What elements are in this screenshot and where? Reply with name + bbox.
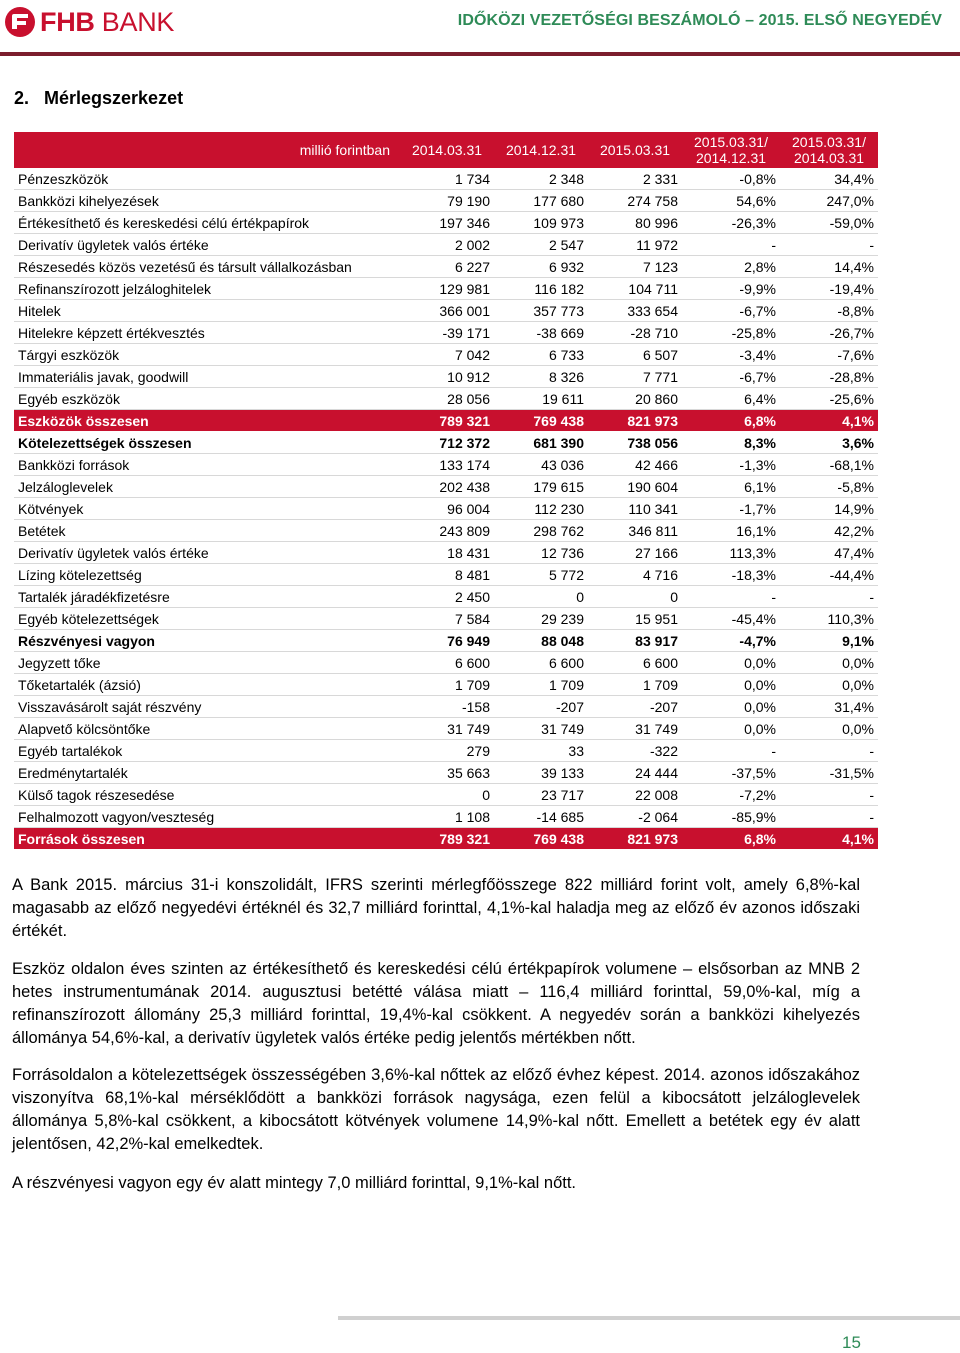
- row-label: Jelzáloglevelek: [14, 476, 400, 498]
- row-label: Jegyzett tőke: [14, 652, 400, 674]
- table-row: [14, 256, 878, 278]
- row-value: 28 056: [400, 388, 494, 410]
- table-row: [14, 806, 878, 828]
- row-value: 79 190: [400, 190, 494, 212]
- row-value: -207: [588, 696, 682, 718]
- row-value: -26,7%: [780, 322, 878, 344]
- row-value: 1 709: [588, 674, 682, 696]
- row-value: 2 348: [494, 168, 588, 190]
- paragraph: A Bank 2015. március 31-i konszolidált, IFRS szerinti mérlegfőösszege 822 milliárd forint volt, amely 6,8%-kal magasabb az előző negyedévi értéknél és 32,7 milliárd forinttal, 4,1%-kal haladja meg az előző év azonos időszaki értékét.: [12, 876, 860, 940]
- header-divider: [0, 52, 960, 56]
- row-label: Külső tagok részesedése: [14, 784, 400, 806]
- row-label: Betétek: [14, 520, 400, 542]
- row-value: 20 860: [588, 388, 682, 410]
- table-row: [14, 168, 878, 190]
- row-value: 4 716: [588, 564, 682, 586]
- row-value: -6,7%: [682, 366, 780, 388]
- row-value: 2 002: [400, 234, 494, 256]
- row-value: 6 227: [400, 256, 494, 278]
- row-value: 2 450: [400, 586, 494, 608]
- row-value: 27 166: [588, 542, 682, 564]
- section-heading: [14, 88, 183, 109]
- row-value: -37,5%: [682, 762, 780, 784]
- unit-label: millió forintban: [14, 132, 400, 168]
- row-label: Felhalmozott vagyon/veszteség: [14, 806, 400, 828]
- row-value: -: [780, 740, 878, 762]
- row-value: 31,4%: [780, 696, 878, 718]
- row-value: 116 182: [494, 278, 588, 300]
- table-row: [14, 520, 878, 542]
- table-row: [14, 344, 878, 366]
- row-label: Kötelezettségek összesen: [14, 432, 400, 454]
- row-value: 96 004: [400, 498, 494, 520]
- row-label: Részvényesi vagyon: [14, 630, 400, 652]
- row-value: -19,4%: [780, 278, 878, 300]
- row-label: Források összesen: [14, 828, 400, 850]
- row-value: 0: [494, 586, 588, 608]
- row-value: 2 331: [588, 168, 682, 190]
- row-value: 681 390: [494, 432, 588, 454]
- row-label: Hitelekre képzett értékvesztés: [14, 322, 400, 344]
- row-value: 247,0%: [780, 190, 878, 212]
- row-value: -44,4%: [780, 564, 878, 586]
- row-label: Kötvények: [14, 498, 400, 520]
- row-value: 821 973: [588, 828, 682, 850]
- row-value: 346 811: [588, 520, 682, 542]
- row-value: 7 123: [588, 256, 682, 278]
- row-value: 712 372: [400, 432, 494, 454]
- row-label: Tartalék járadékfizetésre: [14, 586, 400, 608]
- row-value: 0,0%: [682, 718, 780, 740]
- row-label: Egyéb kötelezettségek: [14, 608, 400, 630]
- row-label: Eredménytartalék: [14, 762, 400, 784]
- row-label: Visszavásárolt saját részvény: [14, 696, 400, 718]
- table-row: [14, 454, 878, 476]
- row-value: 0,0%: [682, 674, 780, 696]
- table-row: [14, 212, 878, 234]
- table-row: [14, 476, 878, 498]
- row-value: 202 438: [400, 476, 494, 498]
- row-value: 179 615: [494, 476, 588, 498]
- row-value: 10 912: [400, 366, 494, 388]
- row-value: -9,9%: [682, 278, 780, 300]
- row-value: -: [682, 234, 780, 256]
- row-value: 16,1%: [682, 520, 780, 542]
- report-title: IDŐKÖZI VEZETŐSÉGI BESZÁMOLÓ – 2015. ELSŐ NEGYEDÉV: [457, 12, 942, 29]
- row-label: Tárgyi eszközök: [14, 344, 400, 366]
- row-label: Bankközi kihelyezések: [14, 190, 400, 212]
- row-value: 769 438: [494, 410, 588, 432]
- ratio-column-header: 2015.03.31/ 2014.12.31: [682, 132, 780, 168]
- row-value: 110,3%: [780, 608, 878, 630]
- row-value: 1 709: [494, 674, 588, 696]
- row-value: 6,8%: [682, 828, 780, 850]
- row-value: 738 056: [588, 432, 682, 454]
- row-label: Értékesíthető és kereskedési célú értékpapírok: [14, 212, 400, 234]
- row-value: 357 773: [494, 300, 588, 322]
- table-row: [14, 652, 878, 674]
- page-number: 15: [842, 1333, 861, 1352]
- row-value: -1,3%: [682, 454, 780, 476]
- fhb-bank-logo: [4, 4, 174, 40]
- row-value: 14,4%: [780, 256, 878, 278]
- table-row: [14, 366, 878, 388]
- row-value: 47,4%: [780, 542, 878, 564]
- paragraph: A részvényesi vagyon egy év alatt mintegy 7,0 milliárd forinttal, 9,1%-kal nőtt.: [12, 1174, 577, 1192]
- row-label: Derivatív ügyletek valós értéke: [14, 542, 400, 564]
- table-row: [14, 300, 878, 322]
- table-row: [14, 784, 878, 806]
- row-value: -: [682, 586, 780, 608]
- table-row: [14, 410, 878, 432]
- row-label: Alapvető kölcsöntőke: [14, 718, 400, 740]
- table-row: [14, 432, 878, 454]
- table-row: [14, 542, 878, 564]
- table-row: [14, 608, 878, 630]
- row-value: 298 762: [494, 520, 588, 542]
- row-value: 6 600: [494, 652, 588, 674]
- row-value: -: [780, 234, 878, 256]
- table-row: [14, 696, 878, 718]
- table-row: [14, 190, 878, 212]
- row-value: 8 481: [400, 564, 494, 586]
- row-value: 8 326: [494, 366, 588, 388]
- row-value: 6 600: [588, 652, 682, 674]
- row-value: 42,2%: [780, 520, 878, 542]
- row-value: 110 341: [588, 498, 682, 520]
- table-header-row: [14, 132, 878, 168]
- row-value: -68,1%: [780, 454, 878, 476]
- row-value: 6,4%: [682, 388, 780, 410]
- row-value: 15 951: [588, 608, 682, 630]
- row-value: 333 654: [588, 300, 682, 322]
- row-value: -85,9%: [682, 806, 780, 828]
- row-value: -6,7%: [682, 300, 780, 322]
- row-value: 769 438: [494, 828, 588, 850]
- row-value: 112 230: [494, 498, 588, 520]
- row-label: Bankközi források: [14, 454, 400, 476]
- ratio-column-header: 2015.03.31/ 2014.03.31: [780, 132, 878, 168]
- row-value: 6 733: [494, 344, 588, 366]
- row-value: -28 710: [588, 322, 682, 344]
- row-value: -: [780, 586, 878, 608]
- row-value: 1 734: [400, 168, 494, 190]
- row-value: -3,4%: [682, 344, 780, 366]
- section-title: Mérlegszerkezet: [44, 88, 184, 108]
- row-value: -322: [588, 740, 682, 762]
- row-value: 7 771: [588, 366, 682, 388]
- table-row: [14, 322, 878, 344]
- row-value: 274 758: [588, 190, 682, 212]
- column-header: 2015.03.31: [588, 132, 682, 168]
- table-row: [14, 278, 878, 300]
- row-value: 6,8%: [682, 410, 780, 432]
- row-value: 42 466: [588, 454, 682, 476]
- row-value: -59,0%: [780, 212, 878, 234]
- table-row: [14, 234, 878, 256]
- section-number: 2.: [14, 88, 30, 108]
- row-value: 31 749: [400, 718, 494, 740]
- row-value: 4,1%: [780, 828, 878, 850]
- row-value: -18,3%: [682, 564, 780, 586]
- row-value: 24 444: [588, 762, 682, 784]
- table-row: [14, 674, 878, 696]
- row-value: 821 973: [588, 410, 682, 432]
- row-value: 31 749: [588, 718, 682, 740]
- row-value: 104 711: [588, 278, 682, 300]
- row-label: Immateriális javak, goodwill: [14, 366, 400, 388]
- row-value: 0: [588, 586, 682, 608]
- row-label: Hitelek: [14, 300, 400, 322]
- row-label: Egyéb tartalékok: [14, 740, 400, 762]
- fhb-logo-icon: [4, 6, 36, 38]
- row-value: -1,7%: [682, 498, 780, 520]
- row-value: -0,8%: [682, 168, 780, 190]
- row-value: 6 507: [588, 344, 682, 366]
- row-label: Lízing kötelezettség: [14, 564, 400, 586]
- row-value: 35 663: [400, 762, 494, 784]
- row-value: 190 604: [588, 476, 682, 498]
- logo-wordmark: FHB BANK: [40, 6, 175, 37]
- row-value: 0,0%: [682, 652, 780, 674]
- row-value: 1 108: [400, 806, 494, 828]
- row-value: 6,1%: [682, 476, 780, 498]
- row-value: -4,7%: [682, 630, 780, 652]
- row-value: -25,6%: [780, 388, 878, 410]
- row-value: 14,9%: [780, 498, 878, 520]
- row-value: 5 772: [494, 564, 588, 586]
- paragraph: Forrásoldalon a kötelezettségek összességében 3,6%-kal nőttek az előző évhez képest. 2014. azonos időszakához viszonyítva 68,1%-kal mérséklődött a bankközi források nagysága, ezen felül a kibocsátott jelzáloglevelek állománya 5,8%-kal csökkent, a kibocsátott kötvények volumene 14,9%-kal nőtt. Emellett a betétek egy év alatt jelentősen, 42,2%-kal emelkedtek.: [12, 1066, 860, 1153]
- row-value: 12 736: [494, 542, 588, 564]
- table-row: [14, 586, 878, 608]
- row-value: 6 600: [400, 652, 494, 674]
- row-value: 0,0%: [780, 718, 878, 740]
- row-value: 83 917: [588, 630, 682, 652]
- row-value: -207: [494, 696, 588, 718]
- row-value: -8,8%: [780, 300, 878, 322]
- table-row: [14, 762, 878, 784]
- row-value: 11 972: [588, 234, 682, 256]
- row-value: 2 547: [494, 234, 588, 256]
- row-value: -25,8%: [682, 322, 780, 344]
- row-value: 243 809: [400, 520, 494, 542]
- row-value: 133 174: [400, 454, 494, 476]
- row-value: 31 749: [494, 718, 588, 740]
- row-value: -: [682, 740, 780, 762]
- row-value: 6 932: [494, 256, 588, 278]
- table-row: [14, 388, 878, 410]
- row-label: Egyéb eszközök: [14, 388, 400, 410]
- table-row: [14, 630, 878, 652]
- row-value: 279: [400, 740, 494, 762]
- table-row: [14, 740, 878, 762]
- footer-divider: [338, 1316, 960, 1320]
- row-value: 129 981: [400, 278, 494, 300]
- paragraph: Eszköz oldalon éves szinten az értékesíthető és kereskedési célú értékpapírok volumene – elsősorban az MNB 2 hetes instrumentumának 2014. augusztusi betétté válása miatt – 116,4 milliárd forinttal, 59,0%-kal, míg a refinanszírozott állomány 25,3 milliárd forinttal, 19,4%-kal csökkent. A negyedév során a bankközi kihelyezés állománya 54,6%-kal, a derivatív ügyletek valós értéke pedig jelentős mértékben nőtt.: [12, 960, 860, 1047]
- row-value: -: [780, 784, 878, 806]
- row-value: 789 321: [400, 828, 494, 850]
- row-value: 9,1%: [780, 630, 878, 652]
- row-value: 54,6%: [682, 190, 780, 212]
- table-row: [14, 718, 878, 740]
- row-value: 177 680: [494, 190, 588, 212]
- row-label: Refinanszírozott jelzáloghitelek: [14, 278, 400, 300]
- row-value: -45,4%: [682, 608, 780, 630]
- row-value: 18 431: [400, 542, 494, 564]
- row-value: 8,3%: [682, 432, 780, 454]
- table-row: [14, 564, 878, 586]
- row-value: -2 064: [588, 806, 682, 828]
- row-value: -158: [400, 696, 494, 718]
- row-value: -26,3%: [682, 212, 780, 234]
- row-value: 109 973: [494, 212, 588, 234]
- table-row: [14, 828, 878, 850]
- row-value: 33: [494, 740, 588, 762]
- row-value: 113,3%: [682, 542, 780, 564]
- row-value: -7,6%: [780, 344, 878, 366]
- row-value: 39 133: [494, 762, 588, 784]
- row-value: 4,1%: [780, 410, 878, 432]
- row-value: 88 048: [494, 630, 588, 652]
- row-value: -7,2%: [682, 784, 780, 806]
- row-value: -14 685: [494, 806, 588, 828]
- column-header: 2014.03.31: [400, 132, 494, 168]
- row-value: 0,0%: [682, 696, 780, 718]
- row-value: -: [780, 806, 878, 828]
- row-value: 80 996: [588, 212, 682, 234]
- row-label: Részesedés közös vezetésű és társult vállalkozásban: [14, 256, 400, 278]
- row-value: 197 346: [400, 212, 494, 234]
- row-value: 3,6%: [780, 432, 878, 454]
- row-value: 0,0%: [780, 652, 878, 674]
- row-value: -28,8%: [780, 366, 878, 388]
- row-value: 7 584: [400, 608, 494, 630]
- row-label: Tőketartalék (ázsió): [14, 674, 400, 696]
- row-value: 43 036: [494, 454, 588, 476]
- row-value: 7 042: [400, 344, 494, 366]
- balance-sheet-table: [14, 132, 878, 850]
- row-value: 1 709: [400, 674, 494, 696]
- row-value: -39 171: [400, 322, 494, 344]
- row-value: -31,5%: [780, 762, 878, 784]
- row-value: 29 239: [494, 608, 588, 630]
- row-value: 2,8%: [682, 256, 780, 278]
- row-value: 22 008: [588, 784, 682, 806]
- row-value: -5,8%: [780, 476, 878, 498]
- row-value: 366 001: [400, 300, 494, 322]
- row-value: 23 717: [494, 784, 588, 806]
- row-value: 76 949: [400, 630, 494, 652]
- row-value: -38 669: [494, 322, 588, 344]
- row-label: Eszközök összesen: [14, 410, 400, 432]
- row-value: 0,0%: [780, 674, 878, 696]
- row-value: 34,4%: [780, 168, 878, 190]
- row-value: 0: [400, 784, 494, 806]
- row-label: Derivatív ügyletek valós értéke: [14, 234, 400, 256]
- column-header: 2014.12.31: [494, 132, 588, 168]
- row-value: 19 611: [494, 388, 588, 410]
- row-label: Pénzeszközök: [14, 168, 400, 190]
- table-row: [14, 498, 878, 520]
- row-value: 789 321: [400, 410, 494, 432]
